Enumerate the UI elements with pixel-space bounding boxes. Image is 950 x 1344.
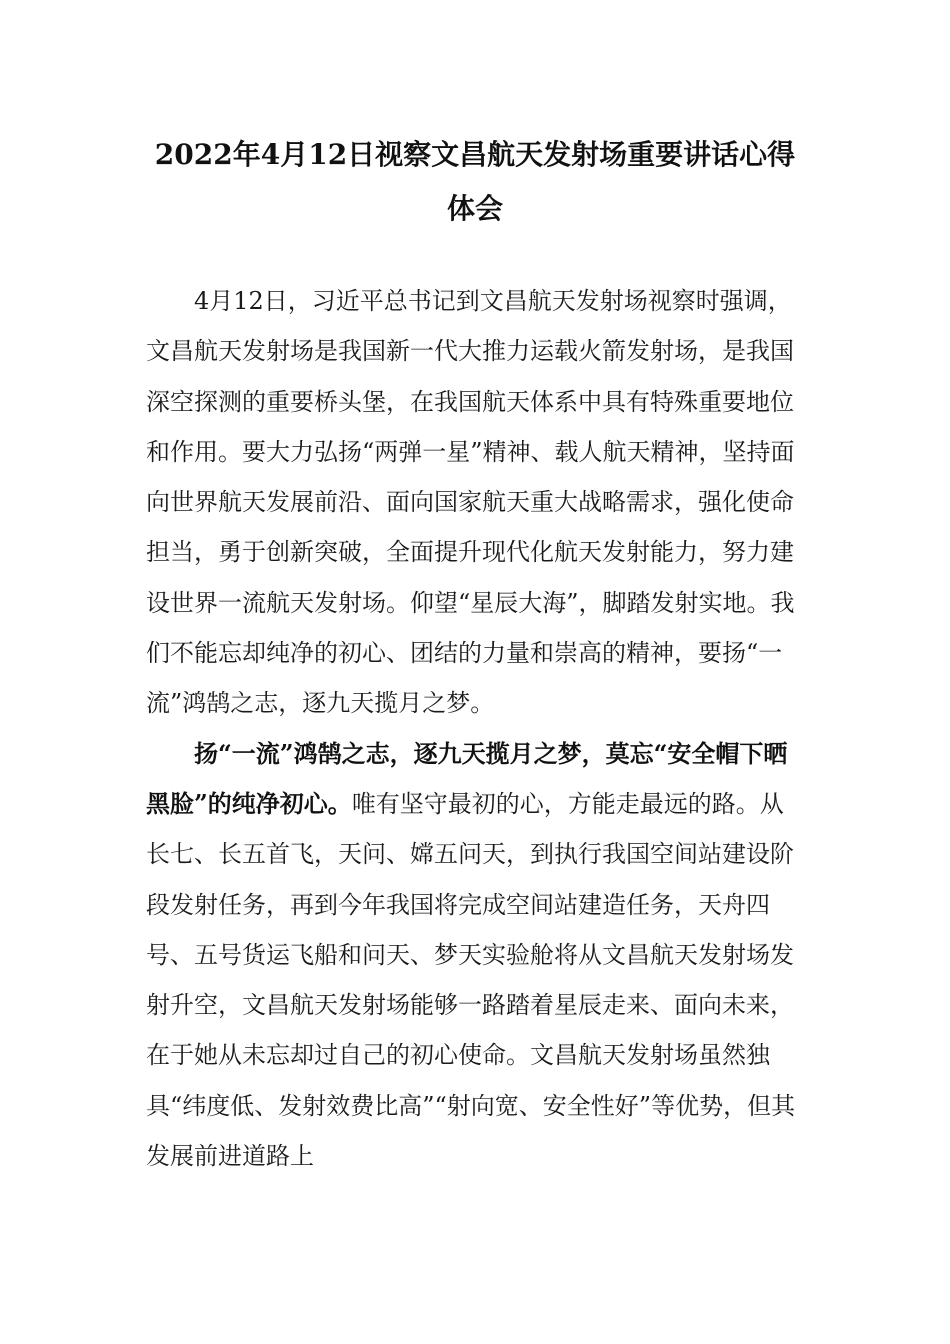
paragraph-section-1 (146, 729, 796, 1182)
paragraph-lead: 扬“一流”鸿鹄之志，逐九天揽月之梦，莫忘“安全帽下晒黑脸”的纯净初心。 (146, 738, 788, 818)
document-body (146, 276, 796, 1181)
paragraph-text: 4月12日，习近平总书记到文昌航天发射场视察时强调，文昌航天发射场是我国新一代大推力运载火箭发射场，是我国深空探测的重要桥头堡，在我国航天体系中具有特殊重要地位和作用。要大力弘扬“两弹一星”精神、载人航天精神，坚持面向世界航天发展前沿、面向国家航天重大战略需求，强化使命担当，勇于创新突破，全面提升现代化航天发射能力，努力建设世界一流航天发射场。仰望“星辰大海”，脚踏发射实地。我们不能忘却纯净的初心、团结的力量和崇高的精神，要扬“一流”鸿鹄之志，逐九天揽月之梦。 (146, 287, 795, 718)
paragraph-text: 唯有坚守最初的心，方能走最远的路。从长七、长五首飞，天问、嫦五问天，到执行我国空间站建设阶段发射任务，再到今年我国将完成空间站建造任务，天舟四号、五号货运飞船和问天、梦天实验舱将从文昌航天发射场发射升空，文昌航天发射场能够一路踏着星辰走来、面向未来，在于她从未忘却过自己的初心使命。文昌航天发射场虽然独具“纬度低、发射效费比高”“射向宽、安全性好”等优势，但其发展前进道路上 (146, 789, 796, 1171)
document-title: 2022年4月12日视察文昌航天发射场重要讲话心得体会 (154, 138, 796, 225)
paragraph-intro (146, 276, 796, 729)
